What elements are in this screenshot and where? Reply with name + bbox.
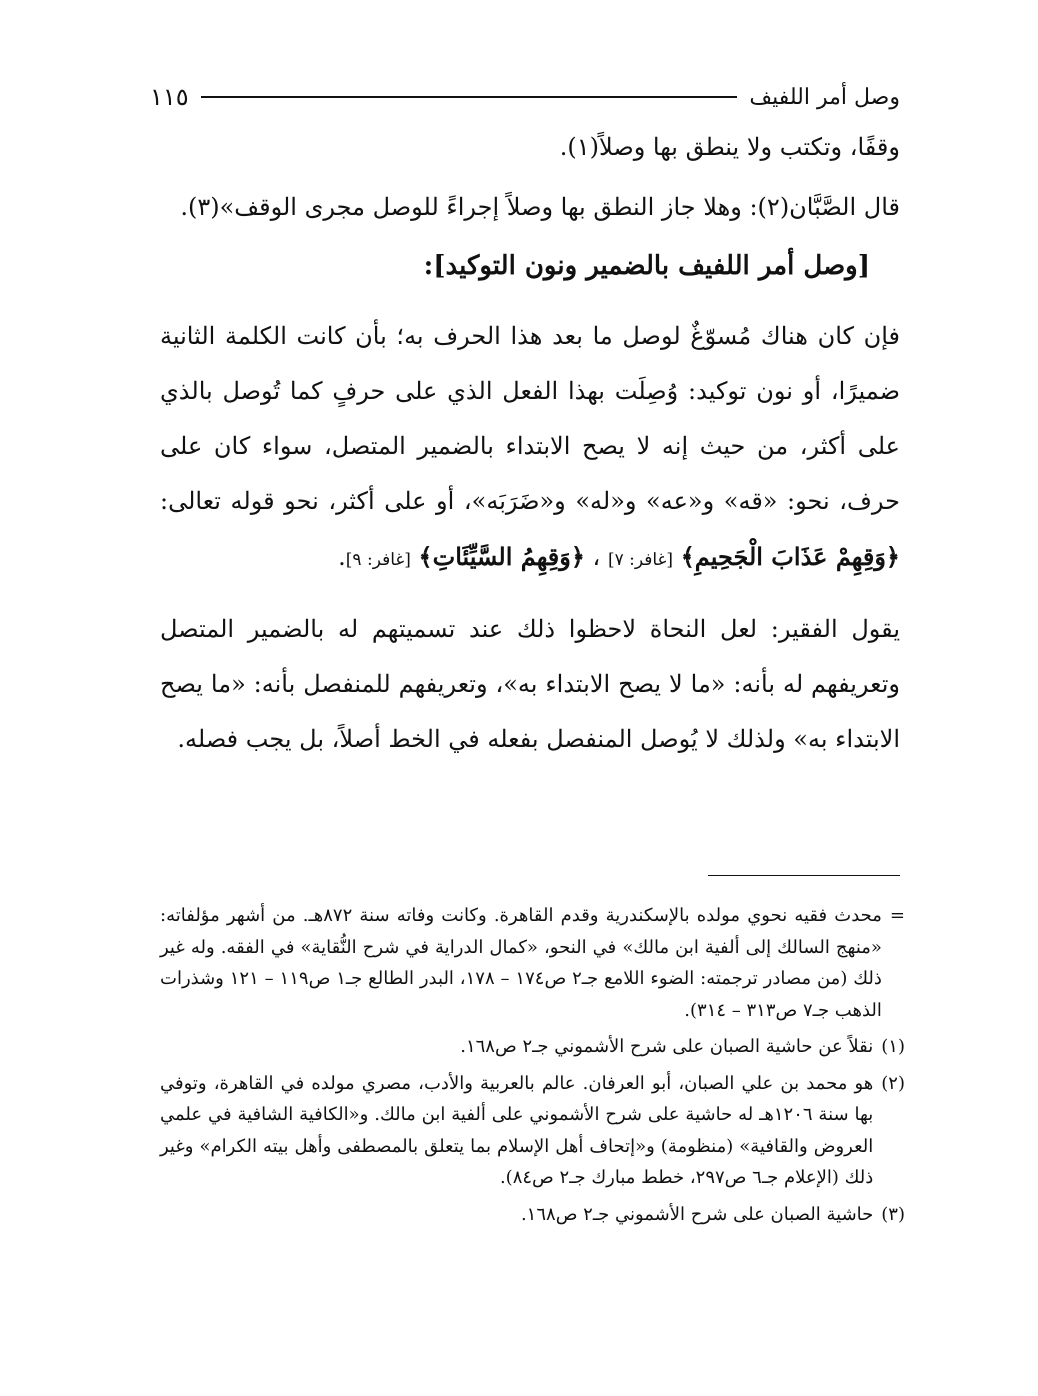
chapter-title: وصل أمر اللفيف xyxy=(749,84,900,110)
verse-reference-1: [غافر: ٧] xyxy=(607,550,674,570)
footnotes xyxy=(160,900,905,1235)
running-header xyxy=(150,80,900,114)
footnote-text: هو محمد بن علي الصبان، أبو العرفان. عالم بالعربية والأدب، مصري مولده في القاهرة، وتوفي بها سنة ١٢٠٦هـ له حاشية على شرح الأشموني على ألفية ابن مالك. و«الكافية الشافية في علمي العروض والقافية» (منظومة) و«إتحاف أهل الإسلام بما يتعلق بالمصطفى وأهل بيته الكرام» وغير ذلك (الإعلام جـ٦ ص٢٩٧، خطط مبارك جـ٢ ص٨٤). xyxy=(160,1072,874,1188)
verse-reference-2: [غافر: ٩] xyxy=(345,550,411,570)
paragraph-3 xyxy=(160,309,900,588)
footnote-mark: (٣) xyxy=(881,1203,905,1225)
footnote xyxy=(160,1199,905,1231)
paragraph-1: وقفًا، وتكتب ولا ينطق بها وصلاً(١). xyxy=(559,133,900,161)
paragraph-3-text: فإن كان هناك مُسوّغٌ لوصل ما بعد هذا الحرف به؛ بأن كانت الكلمة الثانية ضميرًا، أو نون توكيد: وُصِلَت بهذا الفعل الذي على حرفٍ كما تُوصل بالذي على أكثر، من حيث إنه لا يصح الابتداء بالضمير المتصل، سواء كان على حرف، نحو: «قه» و«عه» و«له» و«ضَرَبَه»، أو على أكثر، نحو قوله تعالى: xyxy=(160,322,900,515)
page-number: ١١٥ xyxy=(150,83,189,111)
footnote xyxy=(160,1068,905,1194)
quran-verse-2: ﴿وَقِهِمُ السَّيِّئَاتِ﴾ xyxy=(418,542,585,571)
footnote-text: محدث فقيه نحوي مولده بالإسكندرية وقدم القاهرة. وكانت وفاته سنة ٨٧٢هـ. من أشهر مؤلفاته: «منهج السالك إلى ألفية ابن مالك» في النحو، «كمال الدراية في شرح النُّقاية» في الفقه. وله غير ذلك (من مصادر ترجمته: الضوء اللامع جـ٢ ص١٧٤ – ١٧٨، البدر الطالع جـ١ ص١١٩ – ١٢١ وشذرات الذهب جـ٧ ص٣١٣ – ٣١٤). xyxy=(160,905,882,1021)
paragraph-4: يقول الفقير: لعل النحاة لاحظوا ذلك عند تسميتهم له بالضمير المتصل وتعريفهم له بأنه: «ما لا يصح الابتداء به»، وتعريفهم للمنفصل بأنه: «ما يصح الابتداء به» ولذلك لا يُوصل المنفصل بفعله في الخط أصلاً، بل يجب فصله. xyxy=(160,615,900,753)
footnote xyxy=(160,1031,905,1063)
footnote-mark: (٢) xyxy=(881,1072,905,1094)
end-mark: . xyxy=(338,543,346,571)
main-text xyxy=(160,120,900,767)
quran-verse-1: ﴿وَقِهِمْ عَذَابَ الْجَحِيمِ﴾ xyxy=(680,542,900,571)
section-heading: [وصل أمر اللفيف بالضمير ونون التوكيد]: xyxy=(423,251,870,281)
header-rule xyxy=(201,96,738,98)
footnote-mark: (١) xyxy=(881,1036,905,1057)
footnote-mark: = xyxy=(889,905,905,926)
paragraph-2: قال الصَّبَّان(٢): وهلا جاز النطق بها وصلاً إجراءً للوصل مجرى الوقف»(٣). xyxy=(180,193,900,221)
footnote-separator xyxy=(708,875,900,876)
footnote-text: نقلاً عن حاشية الصبان على شرح الأشموني جـ٢ ص١٦٨. xyxy=(460,1036,874,1057)
verse-separator: ، xyxy=(592,543,601,571)
footnote xyxy=(160,900,905,1026)
footnote-text: حاشية الصبان على شرح الأشموني جـ٢ ص١٦٨. xyxy=(520,1203,874,1225)
